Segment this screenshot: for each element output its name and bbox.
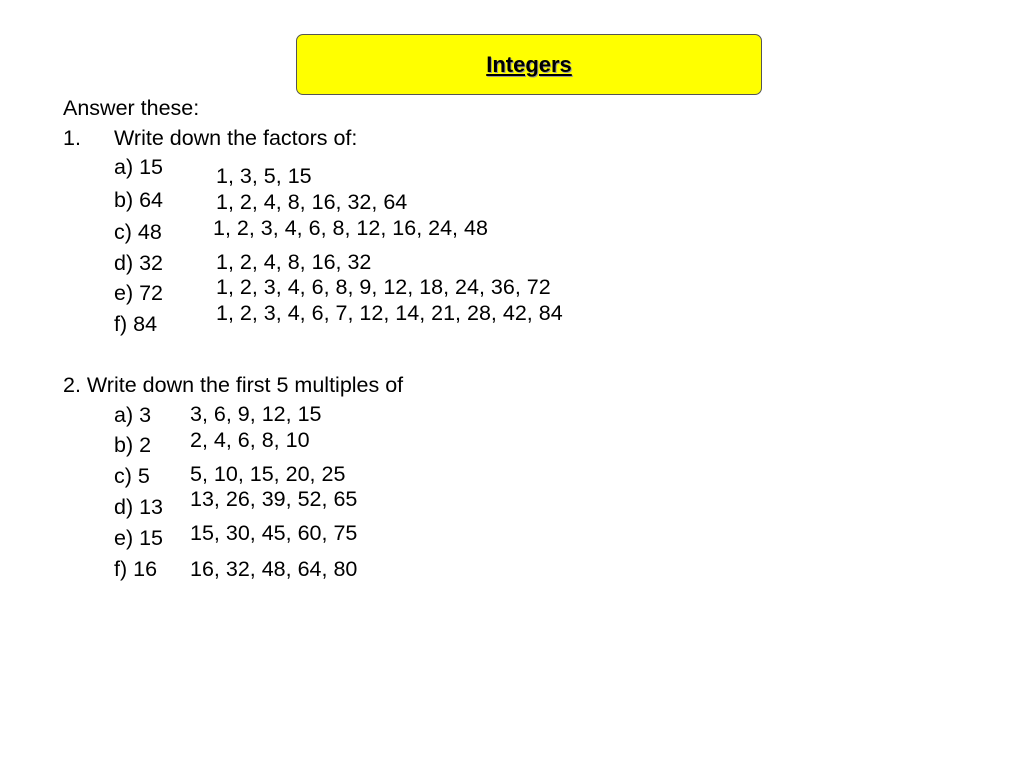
q1-item-label: c) 48 — [114, 220, 162, 244]
q2-answer: 2, 4, 6, 8, 10 — [190, 428, 310, 452]
q1-answer: 1, 2, 4, 8, 16, 32, 64 — [216, 190, 408, 214]
q1-answer: 1, 2, 3, 4, 6, 8, 9, 12, 18, 24, 36, 72 — [216, 275, 551, 299]
q1-answer: 1, 2, 3, 4, 6, 7, 12, 14, 21, 28, 42, 84 — [216, 301, 563, 325]
q1-item-label: d) 32 — [114, 251, 164, 275]
q1-number: 1. — [63, 126, 81, 150]
q1-item-label: f) 84 — [114, 312, 158, 336]
q2-item-label: f) 16 — [114, 557, 158, 581]
q1-item-label: e) 72 — [114, 281, 164, 305]
q2-item-label: b) 2 — [114, 433, 152, 457]
q1-item-label: b) 64 — [114, 188, 164, 212]
q2-answer: 13, 26, 39, 52, 65 — [190, 487, 358, 511]
q2-item-label: c) 5 — [114, 464, 150, 488]
q1-item-label: a) 15 — [114, 155, 164, 179]
q1-prompt: Write down the factors of: — [114, 126, 358, 150]
q2-answer: 15, 30, 45, 60, 75 — [190, 521, 358, 545]
q2-prompt: 2. Write down the first 5 multiples of — [63, 373, 404, 397]
q2-item-label: e) 15 — [114, 526, 164, 550]
q2-item-label: d) 13 — [114, 495, 164, 519]
q1-answer: 1, 2, 4, 8, 16, 32 — [216, 250, 372, 274]
q1-answer: 1, 2, 3, 4, 6, 8, 12, 16, 24, 48 — [213, 216, 488, 240]
q2-item-label: a) 3 — [114, 403, 152, 427]
intro-text: Answer these: — [63, 96, 200, 120]
q2-answer: 5, 10, 15, 20, 25 — [190, 462, 346, 486]
q2-answer: 3, 6, 9, 12, 15 — [190, 402, 322, 426]
title-banner — [296, 34, 762, 95]
q1-answer: 1, 3, 5, 15 — [216, 164, 312, 188]
q2-answer: 16, 32, 48, 64, 80 — [190, 557, 358, 581]
page-title: Integers — [486, 51, 572, 77]
